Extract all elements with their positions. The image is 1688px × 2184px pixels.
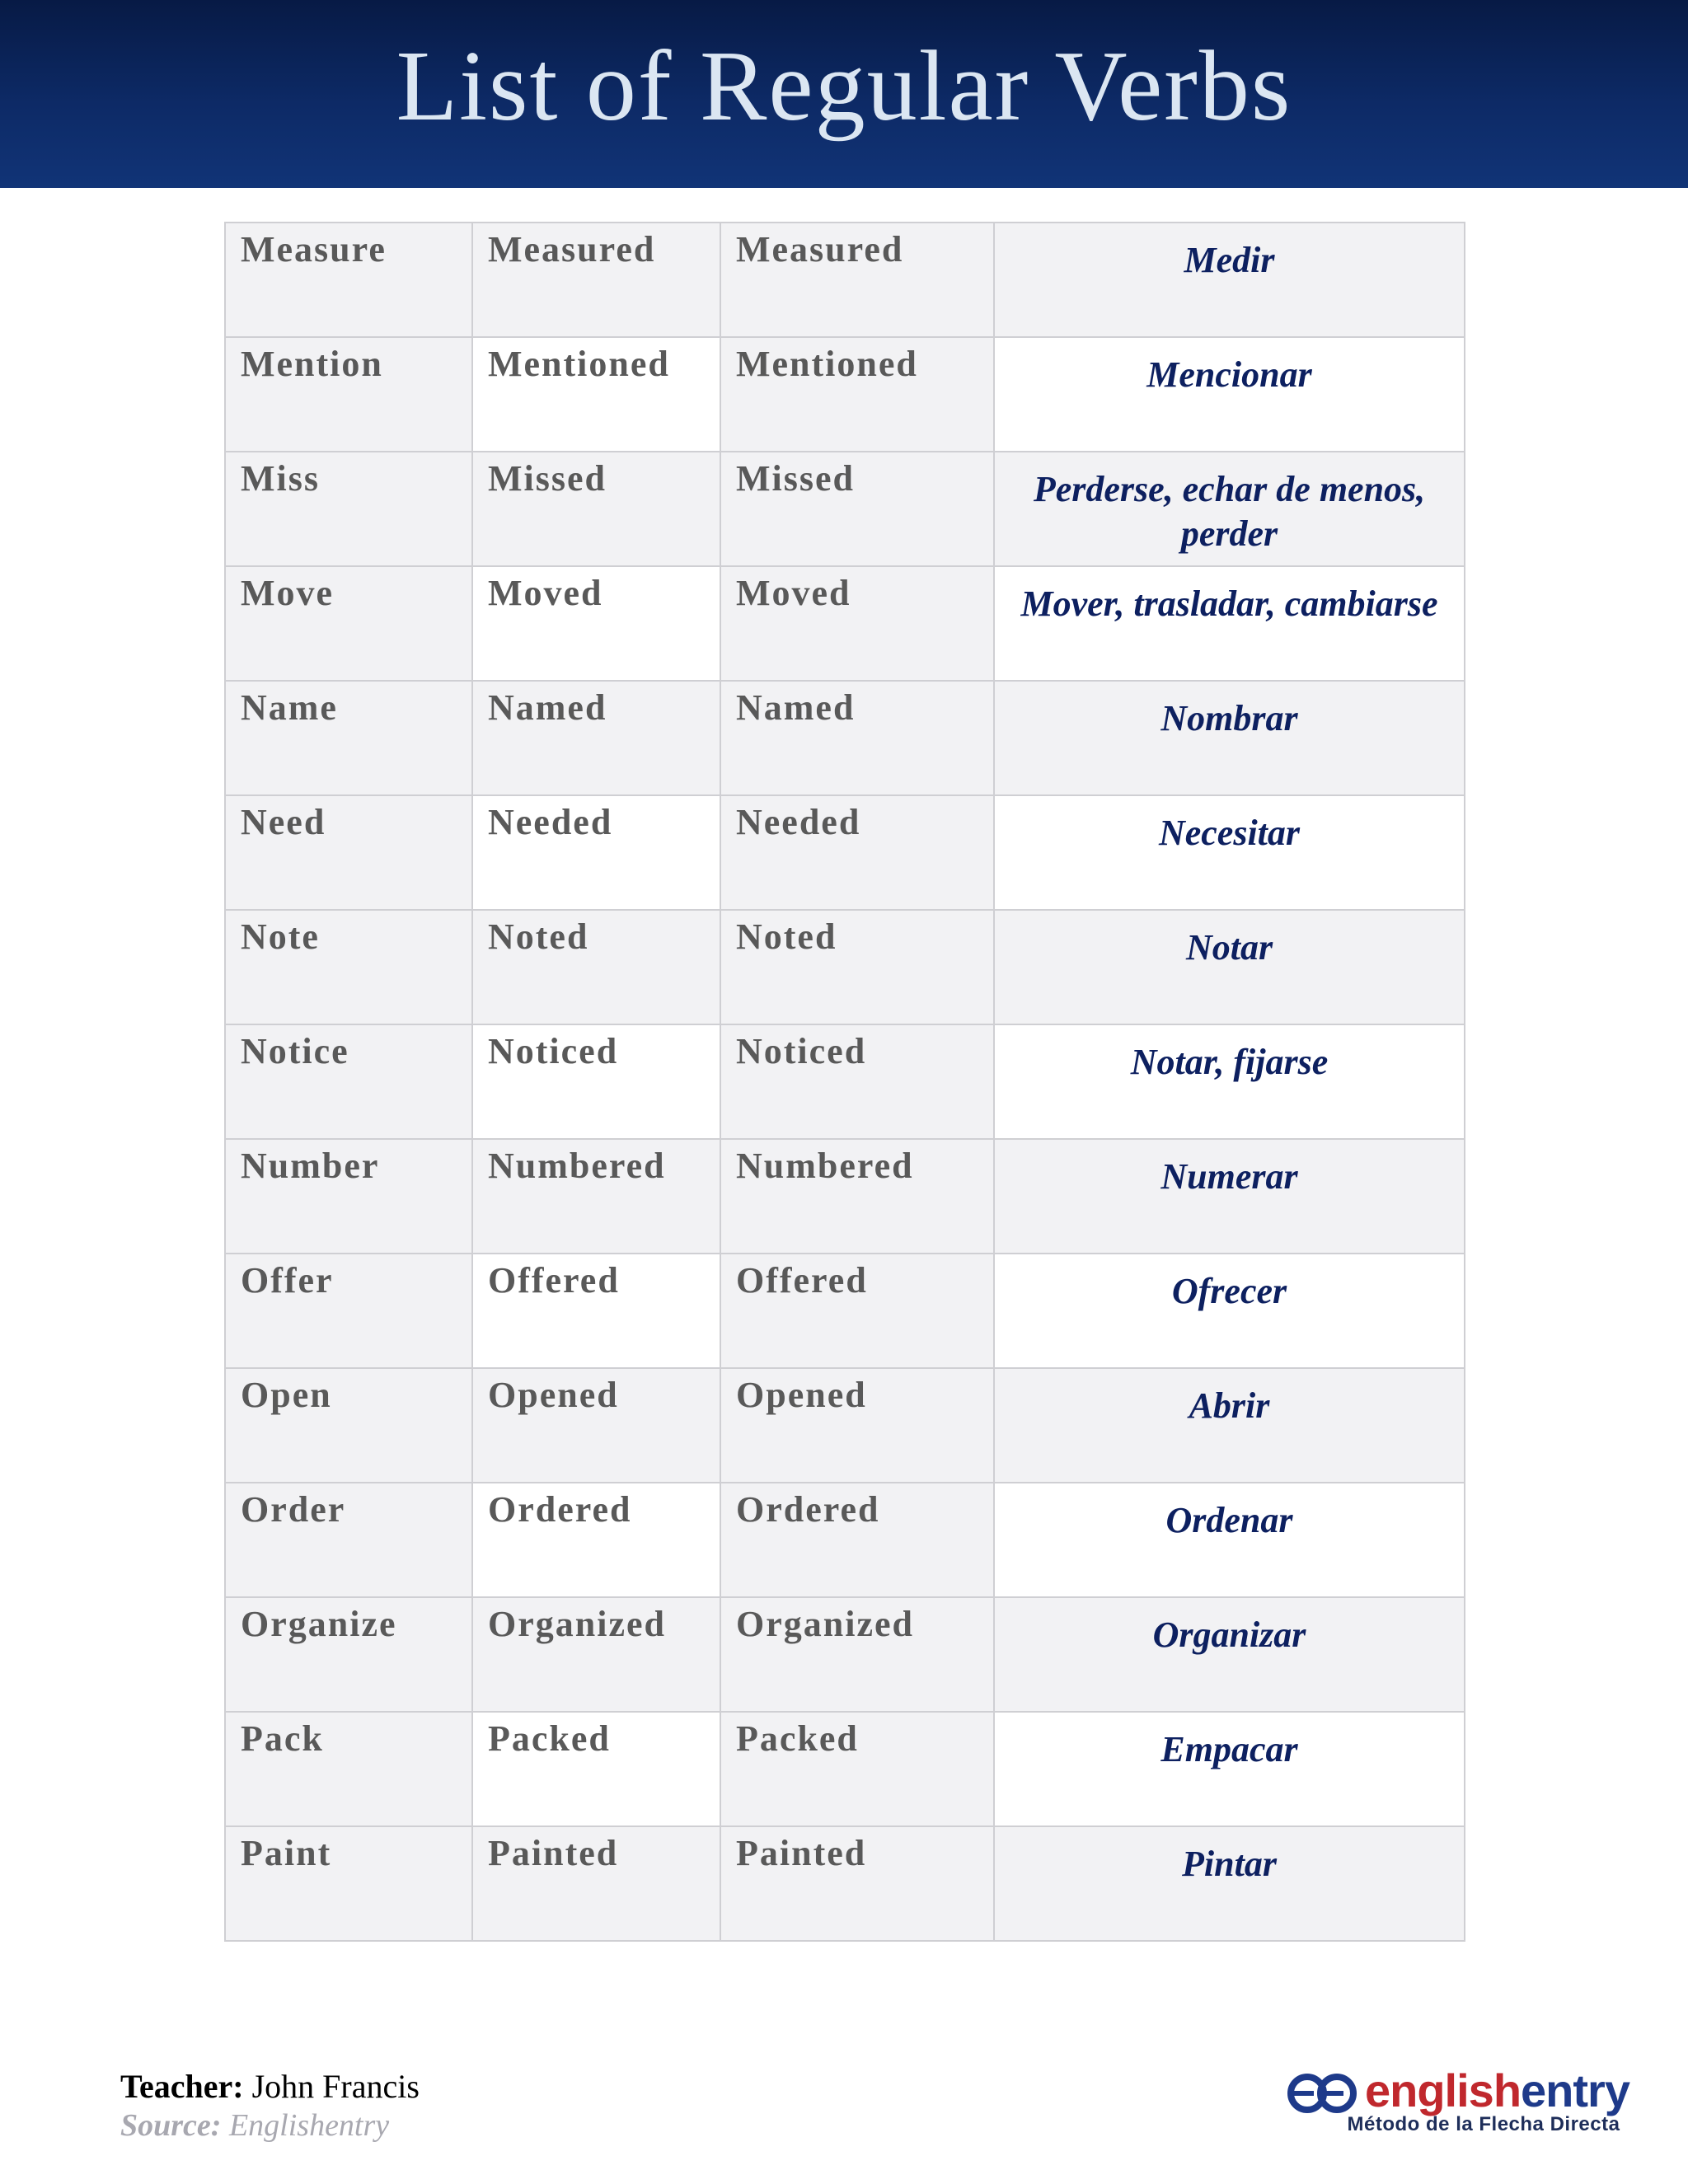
table-row	[225, 1139, 1465, 1254]
teacher-line	[120, 2067, 420, 2107]
verb-spanish-translation: Organizar	[994, 1597, 1465, 1712]
verb-spanish-translation: Medir	[994, 223, 1465, 337]
verb-past-participle: Opened	[720, 1368, 994, 1483]
verb-past-participle: Noted	[720, 910, 994, 1024]
verb-past-simple: Ordered	[472, 1483, 720, 1597]
title-banner	[0, 0, 1688, 188]
verb-past-simple: Packed	[472, 1712, 720, 1826]
verb-spanish-translation: Perderse, echar de menos, perder	[994, 452, 1465, 566]
verb-spanish-translation: Pintar	[994, 1826, 1465, 1941]
verb-past-participle: Measured	[720, 223, 994, 337]
teacher-name: John Francis	[251, 2068, 420, 2105]
verb-past-simple: Moved	[472, 566, 720, 681]
verb-past-participle: Offered	[720, 1254, 994, 1368]
table-row	[225, 910, 1465, 1024]
table-row	[225, 1024, 1465, 1139]
verb-past-participle: Numbered	[720, 1139, 994, 1254]
verb-spanish-translation: Mencionar	[994, 337, 1465, 452]
footer-credits	[120, 2067, 420, 2144]
verb-base-form: Name	[225, 681, 472, 795]
logo-wordmark	[1365, 2062, 1629, 2120]
verb-base-form: Note	[225, 910, 472, 1024]
verb-base-form: Need	[225, 795, 472, 910]
verb-base-form: Mention	[225, 337, 472, 452]
verb-base-form: Measure	[225, 223, 472, 337]
verb-spanish-translation: Notar, fijarse	[994, 1024, 1465, 1139]
verb-spanish-translation: Ordenar	[994, 1483, 1465, 1597]
verb-spanish-translation: Notar	[994, 910, 1465, 1024]
verb-base-form: Paint	[225, 1826, 472, 1941]
verb-past-simple: Measured	[472, 223, 720, 337]
table-row	[225, 681, 1465, 795]
verb-table	[224, 222, 1465, 1942]
verb-spanish-translation: Empacar	[994, 1712, 1465, 1826]
table-row	[225, 452, 1465, 566]
verb-base-form: Notice	[225, 1024, 472, 1139]
table-row	[225, 1712, 1465, 1826]
verb-spanish-translation: Mover, trasladar, cambiarse	[994, 566, 1465, 681]
verb-past-simple: Needed	[472, 795, 720, 910]
table-row	[225, 1597, 1465, 1712]
double-loop-logo-icon	[1286, 2070, 1362, 2116]
source-line	[120, 2107, 420, 2144]
table-row	[225, 566, 1465, 681]
table-row	[225, 795, 1465, 910]
table-row	[225, 337, 1465, 452]
verb-spanish-translation: Nombrar	[994, 681, 1465, 795]
verb-base-form: Miss	[225, 452, 472, 566]
page-title: List of Regular Verbs	[396, 30, 1292, 142]
verb-past-participle: Ordered	[720, 1483, 994, 1597]
logo-word-english: english	[1365, 2064, 1522, 2116]
verb-past-simple: Missed	[472, 452, 720, 566]
verb-past-simple: Mentioned	[472, 337, 720, 452]
source-value: Englishentry	[228, 2108, 390, 2143]
verb-base-form: Number	[225, 1139, 472, 1254]
verb-past-participle: Missed	[720, 452, 994, 566]
verb-past-simple: Noticed	[472, 1024, 720, 1139]
verb-past-simple: Noted	[472, 910, 720, 1024]
verb-base-form: Organize	[225, 1597, 472, 1712]
table-row	[225, 223, 1465, 337]
verb-past-participle: Organized	[720, 1597, 994, 1712]
verb-past-simple: Named	[472, 681, 720, 795]
verb-base-form: Move	[225, 566, 472, 681]
verb-past-participle: Packed	[720, 1712, 994, 1826]
table-row	[225, 1483, 1465, 1597]
verb-table-body	[225, 223, 1465, 1941]
verb-past-participle: Moved	[720, 566, 994, 681]
verb-past-simple: Organized	[472, 1597, 720, 1712]
verb-spanish-translation: Numerar	[994, 1139, 1465, 1254]
verb-spanish-translation: Ofrecer	[994, 1254, 1465, 1368]
verb-past-simple: Painted	[472, 1826, 720, 1941]
englishentry-logo	[1286, 2064, 1657, 2141]
logo-word-entry: entry	[1521, 2064, 1629, 2116]
verb-past-simple: Opened	[472, 1368, 720, 1483]
logo-tagline: Método de la Flecha Directa	[1347, 2113, 1620, 2135]
teacher-label: Teacher:	[120, 2068, 244, 2105]
verb-past-simple: Offered	[472, 1254, 720, 1368]
verb-past-participle: Painted	[720, 1826, 994, 1941]
verb-spanish-translation: Abrir	[994, 1368, 1465, 1483]
verb-spanish-translation: Necesitar	[994, 795, 1465, 910]
verb-past-participle: Named	[720, 681, 994, 795]
verb-past-participle: Noticed	[720, 1024, 994, 1139]
verb-base-form: Open	[225, 1368, 472, 1483]
verb-base-form: Offer	[225, 1254, 472, 1368]
verb-past-simple: Numbered	[472, 1139, 720, 1254]
verb-past-participle: Mentioned	[720, 337, 994, 452]
table-row	[225, 1826, 1465, 1941]
verb-base-form: Pack	[225, 1712, 472, 1826]
table-row	[225, 1368, 1465, 1483]
verb-past-participle: Needed	[720, 795, 994, 910]
verb-base-form: Order	[225, 1483, 472, 1597]
source-label: Source:	[120, 2108, 222, 2143]
table-row	[225, 1254, 1465, 1368]
